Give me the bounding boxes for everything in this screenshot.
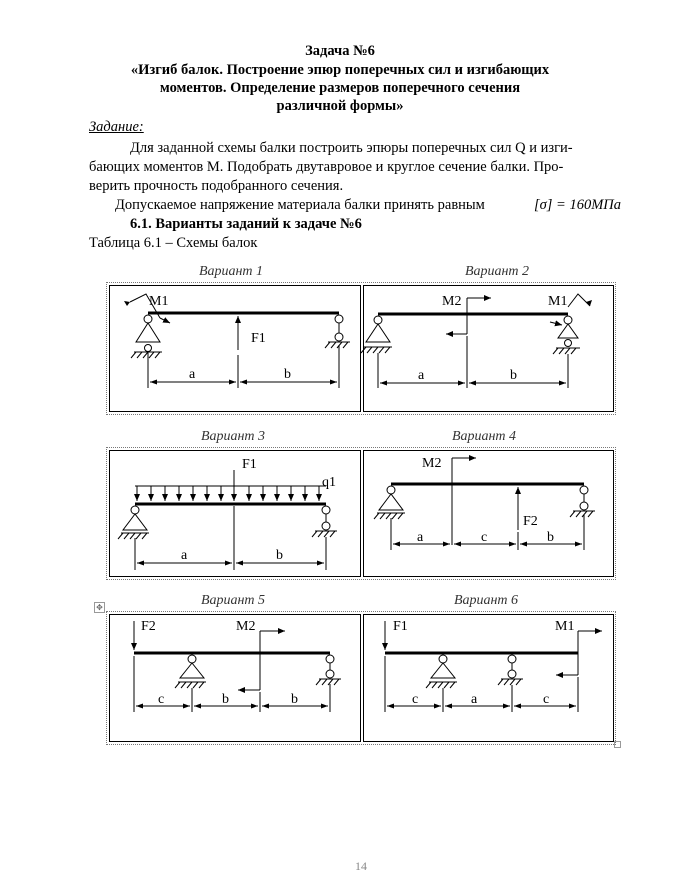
assignment-label: Задание:: [89, 119, 144, 135]
variant-1-label: Вариант 1: [198, 264, 264, 279]
v6-dim-c1: c: [412, 692, 419, 707]
v1-pin-hinge: [144, 315, 152, 323]
v1-label-m1: M1: [149, 294, 169, 309]
v1-label-f1: F1: [251, 331, 266, 346]
v3-dim-a: a: [181, 548, 188, 563]
v1-dim-b: b: [284, 367, 291, 382]
v3-roller-support-icon: [322, 522, 330, 530]
v1-roller-support-icon: [335, 333, 343, 341]
v5-dim-b2: b: [291, 692, 298, 707]
v4-label-f2: F2: [523, 514, 538, 529]
variant-2-label: Вариант 2: [464, 264, 530, 279]
v4-roller-support-icon: [580, 502, 588, 510]
v5-pin-support-icon: [180, 663, 204, 678]
v6-label-f1: F1: [393, 619, 408, 634]
v3-label-q1: q1: [322, 475, 336, 490]
v3-load-arrows: [137, 486, 319, 501]
page-number: 14: [355, 859, 367, 873]
assignment-para1-line3: верить прочность подобранного сечения.: [89, 178, 344, 194]
table-move-handle-icon[interactable]: ✥: [94, 602, 105, 613]
v3-label-f1: F1: [242, 457, 257, 472]
v5-dim-c: c: [158, 692, 165, 707]
v6-roller-support-icon: [508, 670, 516, 678]
task-subtitle-line2: моментов. Определение размеров поперечного сечения: [159, 80, 521, 96]
v2-pin-support-icon: [366, 324, 390, 342]
v6-dim-c2: c: [543, 692, 550, 707]
v4-dim-b: b: [547, 530, 554, 545]
v4-label-m2: M2: [422, 456, 442, 471]
variant-4-label: Вариант 4: [451, 429, 517, 444]
v2-label-m2: M2: [442, 294, 462, 309]
v6-pin-support-icon: [431, 663, 455, 678]
assignment-para1-line1: Для заданной схемы балки построить эпюры поперечных сил Q и изги-: [130, 140, 573, 156]
task-subtitle-line1: «Изгиб балок. Построение эпюр поперечных сил и изгибающих: [130, 62, 550, 78]
v3-dim-b: b: [276, 548, 283, 563]
v2-dim-b: b: [510, 368, 517, 383]
v5-roller-support-icon: [326, 670, 334, 678]
v5-label-f2: F2: [141, 619, 156, 634]
v5-dim-b1: b: [222, 692, 229, 707]
v3-pin-support-icon: [123, 514, 147, 530]
table-caption: Таблица 6.1 – Схемы балок: [89, 235, 258, 251]
task-subtitle-line3: различной формы»: [276, 98, 404, 114]
task-title: Задача №6: [305, 43, 375, 59]
variant-5-diagram: [134, 621, 341, 712]
v4-pin-support-icon: [379, 494, 403, 510]
variant-5-label: Вариант 5: [200, 593, 266, 608]
v2-label-m1: M1: [548, 294, 568, 309]
assignment-para1-line2: бающих моментов М. Подобрать двутавровое и круглое сечение балки. Про-: [89, 159, 564, 175]
variant-3-label: Вариант 3: [200, 429, 266, 444]
assignment-para2: Допускаемое напряжение материала балки принять равным: [115, 197, 485, 213]
v5-label-m2: M2: [236, 619, 256, 634]
v2-roller-support-icon: [565, 340, 572, 347]
variant-6-label: Вариант 6: [453, 593, 519, 608]
v4-dim-c: c: [481, 530, 488, 545]
stress-formula: [σ] = 160МПа: [534, 197, 622, 213]
section-heading: 6.1. Варианты заданий к задаче №6: [130, 216, 362, 232]
v6-label-m1: M1: [555, 619, 575, 634]
v4-dim-a: a: [417, 530, 424, 545]
v1-dim-a: a: [189, 367, 196, 382]
v2-dim-a: a: [418, 368, 425, 383]
v2-moment-m1: [568, 294, 590, 307]
variant-3-diagram: [118, 470, 337, 570]
v1-pin-support-icon: [136, 323, 160, 342]
v6-dim-a: a: [471, 692, 478, 707]
